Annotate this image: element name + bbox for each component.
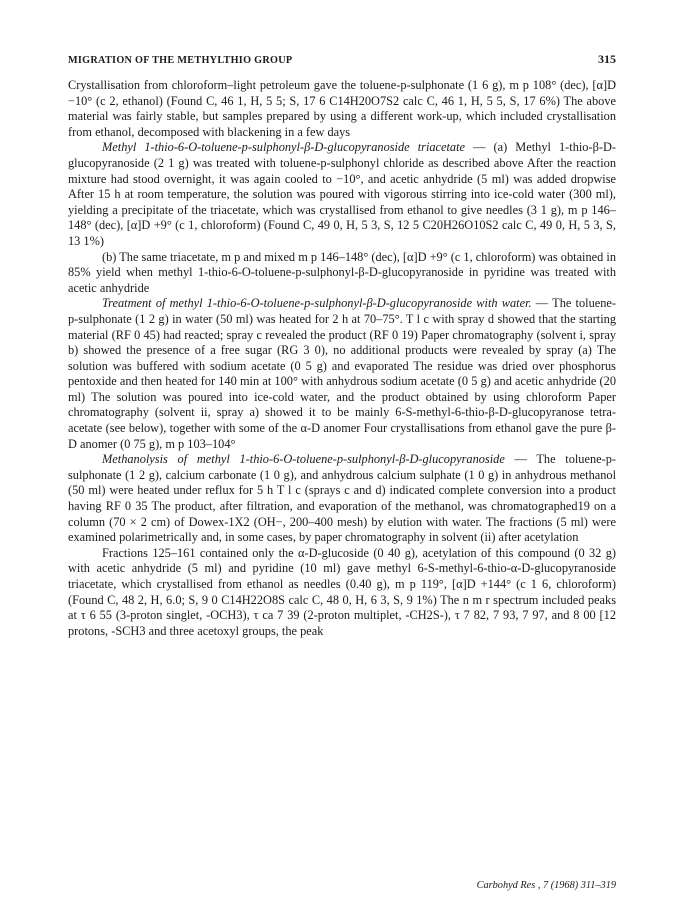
running-title: MIGRATION OF THE METHYLTHIO GROUP xyxy=(68,55,293,66)
paragraph-text: — The toluene-p-sulphonate (1 2 g) in water (50 ml) was heated for 2 h at 70–75°. T l c with spray d showed that the starting material (RF 0 45) had reacted; spray c revealed the product (RF 0 19) Paper chromatography (solvent i, spray b) showed the presence of a free sugar (RG 3 0), no additional products were revealed by spray (a) The solution was buffered with sodium acetate (0 5 g) and evaporated The residue was dried over phosphorus pentoxide and then heated for 140 min at 100° with anhydrous sodium acetate (0 5 g) and acetic anhydride (20 ml) The solution was poured into ice-cold water, and the product obtained by using chloroform Paper chromatography (solvent ii, spray a) showed it to be mainly 6-S-methyl-6-thio-β-D-glucopyranose tetra-acetate (see below), together with some of the α-D anomer Four crystallisations from ethanol gave the pure β-D anomer (0 75 g), m p 103–104° xyxy=(68,296,616,451)
paragraph-text: Crystallisation from chloroform–light petroleum gave the toluene-p-sulphonate (1 6 g), m p 108° (dec), [α]D −10° (c 2, ethanol) (Found C, 46 1, H, 5 5; S, 17 6 C14H20O7S2 calc C, 46 1, H, 5 5, S, 17 6%) The above material was fairly stable, but samples prepared by using a different work-up, which included crystallisation from ethanol, decomposed with blackening in a few days xyxy=(68,78,616,139)
paragraph-text: (b) The same triacetate, m p and mixed m p 146–148° (dec), [α]D +9° (c 1, chloroform) was obtained in 85% yield when methyl 1-thio-6-O-toluene-p-sulphonyl-β-D-glucopyranoside in pyridine was treated with acetic anhydride xyxy=(68,249,616,295)
paragraph-text: — The toluene-p-sulphonate (1 2 g), calcium carbonate (1 0 g), and anhydrous calcium sulphate (1 0 g) in anhydrous methanol (50 ml) were heated under reflux for 5 h T l c (sprays c and d) indicated complete conversion into a product having RF 0 35 The product, after filtration, and evaporation of the methanol, was chromatographed19 on a column (70 × 2 cm) of Dowex-1X2 (OH−, 200–400 mesh) by elution with water. The fractions (5 ml) were examined polarimetrically and, in some cases, by paper chromatography in solvent (ii) after acetylation xyxy=(68,452,616,545)
paragraph xyxy=(68,296,616,452)
section-heading: Methanolysis of methyl 1-thio-6-O-toluene-p-sulphonyl-β-D-glucopyranoside xyxy=(102,452,505,467)
page-number: 315 xyxy=(598,52,616,66)
paragraph xyxy=(68,78,616,140)
running-head xyxy=(68,52,616,67)
section-heading: Treatment of methyl 1-thio-6-O-toluene-p-sulphonyl-β-D-glucopyranoside with water. xyxy=(102,296,532,311)
paragraph xyxy=(68,452,616,546)
paragraph xyxy=(68,250,616,297)
article-body xyxy=(68,78,616,639)
paragraph xyxy=(68,546,616,640)
paragraph-text: Fractions 125–161 contained only the α-D-glucoside (0 40 g), acetylation of this compound (0 32 g) with acetic anhydride (5 ml) and pyridine (10 ml) gave methyl 6-S-methyl-6-thio-α-D-glucopyranoside triacetate, which crystallised from ethanol as needles (0.40 g), m p 119°, [α]D +144° (c 1 6, chloroform) (Found C, 48 2, H, 6.0; S, 9 0 C14H22O8S calc C, 48 0, H, 6 3, S, 9 1%) The n m r spectrum included peaks at τ 6 55 (3-proton singlet, -OCH3), τ ca 7 39 (2-proton multiplet, -CH2S-), τ 7 82, 7 93, 7 97, and 8 00 [12 protons, -SCH3 and three acetoxyl groups, the peak xyxy=(68,545,616,638)
section-heading: Methyl 1-thio-6-O-toluene-p-sulphonyl-β-D-glucopyranoside triacetate xyxy=(102,140,466,155)
journal-citation: Carbohyd Res , 7 (1968) 311–319 xyxy=(476,880,616,891)
paragraph xyxy=(68,140,616,249)
paragraph-text: — (a) Methyl 1-thio-β-D-glucopyranoside (2 1 g) was treated with toluene-p-sulphonyl chloride as described above After the reaction mixture had stood overnight, it was again cooled to −10°, and acetic anhydride (5 ml) was added dropwise After 15 h at room temperature, the solution was poured with vigorous stirring into ice-cold water (300 ml), yielding a precipitate of the triacetate, which was crystallised from ethanol to give needles (3 1 g), m p 146–148° (dec), [α]D +9° (c 1, chloroform) (Found C, 49 0, H, 5 3, S, 12 5 C20H26O10S2 calc C, 49 0, H, 5 3, S, 13 1%) xyxy=(68,140,616,248)
